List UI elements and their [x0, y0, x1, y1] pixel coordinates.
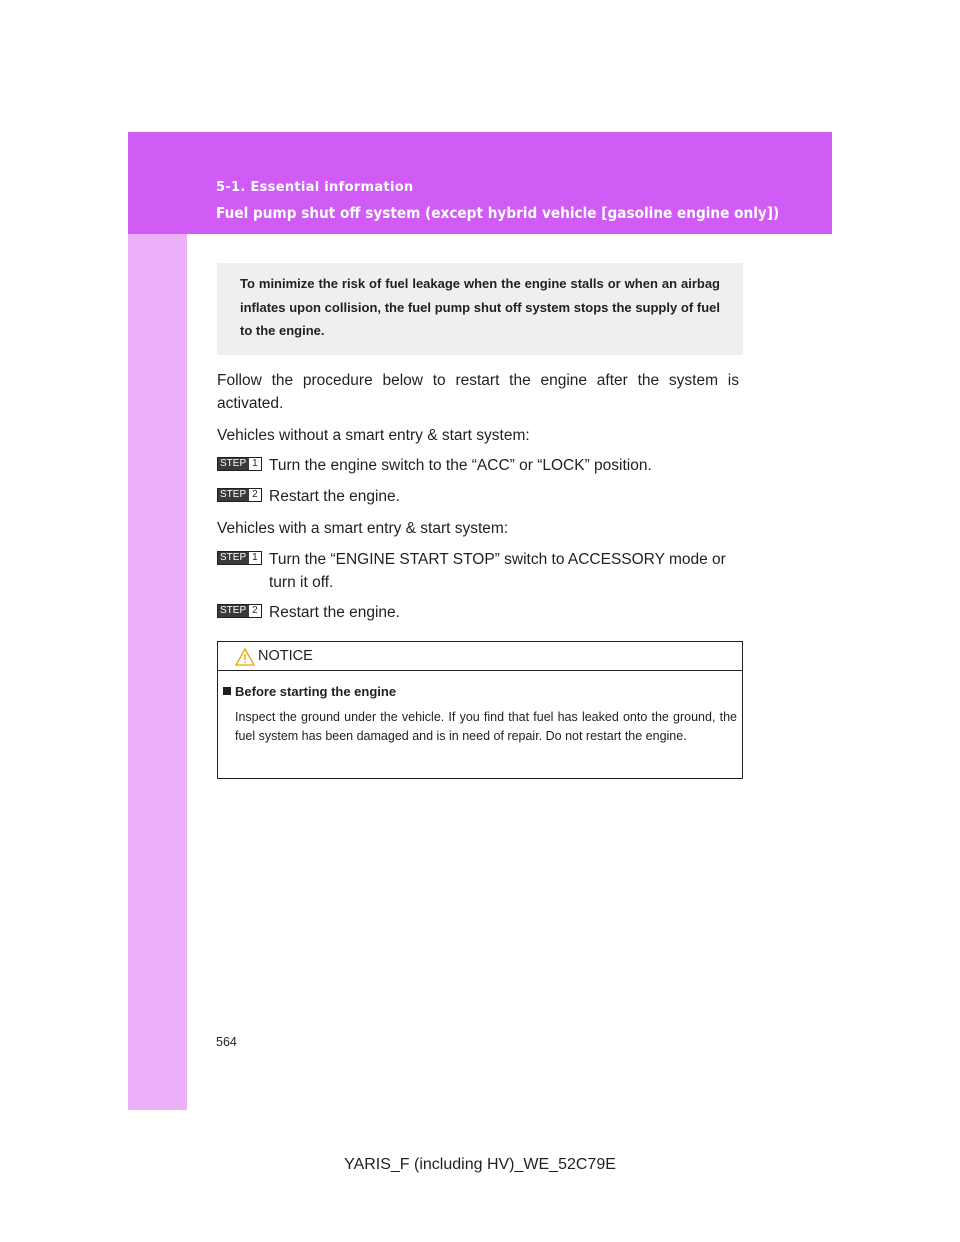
step-badge — [217, 551, 262, 565]
procedure-text: Follow the procedure below to restart the engine after the system is activated. — [217, 372, 739, 412]
step-badge-number: 1 — [249, 458, 261, 470]
step-badge-number: 1 — [249, 552, 261, 564]
intro-box — [217, 263, 743, 355]
step-badge-label: STEP — [218, 552, 249, 564]
notice-title: NOTICE — [258, 648, 313, 664]
step-badge — [217, 488, 262, 502]
step-text: Turn the engine switch to the “ACC” or “LOCK” position. — [269, 457, 652, 474]
step-badge — [217, 457, 262, 471]
step-badge-number: 2 — [249, 489, 261, 501]
group-heading-without: Vehicles without a smart entry & start system: — [217, 427, 530, 444]
step-row — [217, 485, 742, 508]
intro-text: To minimize the risk of fuel leakage when the engine stalls or when an airbag inflates upon collision, the fuel pump shut off system stops the supply of fuel to the engine. — [240, 276, 720, 338]
group-heading-with: Vehicles with a smart entry & start system: — [217, 520, 509, 537]
notice-bullet — [223, 684, 396, 699]
page-title: Fuel pump shut off system (except hybrid vehicle [gasoline engine only]) — [216, 204, 780, 222]
step-badge-label: STEP — [218, 458, 249, 470]
section-label: 5-1. Essential information — [216, 180, 414, 195]
notice-header — [218, 642, 742, 671]
step-row — [217, 601, 742, 624]
step-badge — [217, 604, 262, 618]
notice-box — [217, 641, 743, 779]
step-text: Turn the “ENGINE START STOP” switch to ACCESSORY mode or turn it off. — [269, 551, 726, 591]
bullet-square-icon — [223, 687, 231, 695]
footer-code: YARIS_F (including HV)_WE_52C79E — [344, 1156, 616, 1173]
step-row — [217, 454, 742, 477]
step-text: Restart the engine. — [269, 604, 400, 621]
page-number: 564 — [216, 1035, 237, 1049]
side-strip — [128, 234, 187, 1110]
notice-body: Inspect the ground under the vehicle. If you find that fuel has leaked onto the ground, the fuel system has been damaged and is in need of repair. Do not restart the engine. — [235, 710, 737, 743]
notice-bullet-text: Before starting the engine — [235, 684, 397, 699]
step-badge-label: STEP — [218, 489, 249, 501]
step-text: Restart the engine. — [269, 488, 400, 505]
warning-triangle-icon — [235, 648, 255, 666]
step-badge-number: 2 — [249, 605, 261, 617]
step-row — [217, 548, 742, 594]
step-badge-label: STEP — [218, 605, 249, 617]
